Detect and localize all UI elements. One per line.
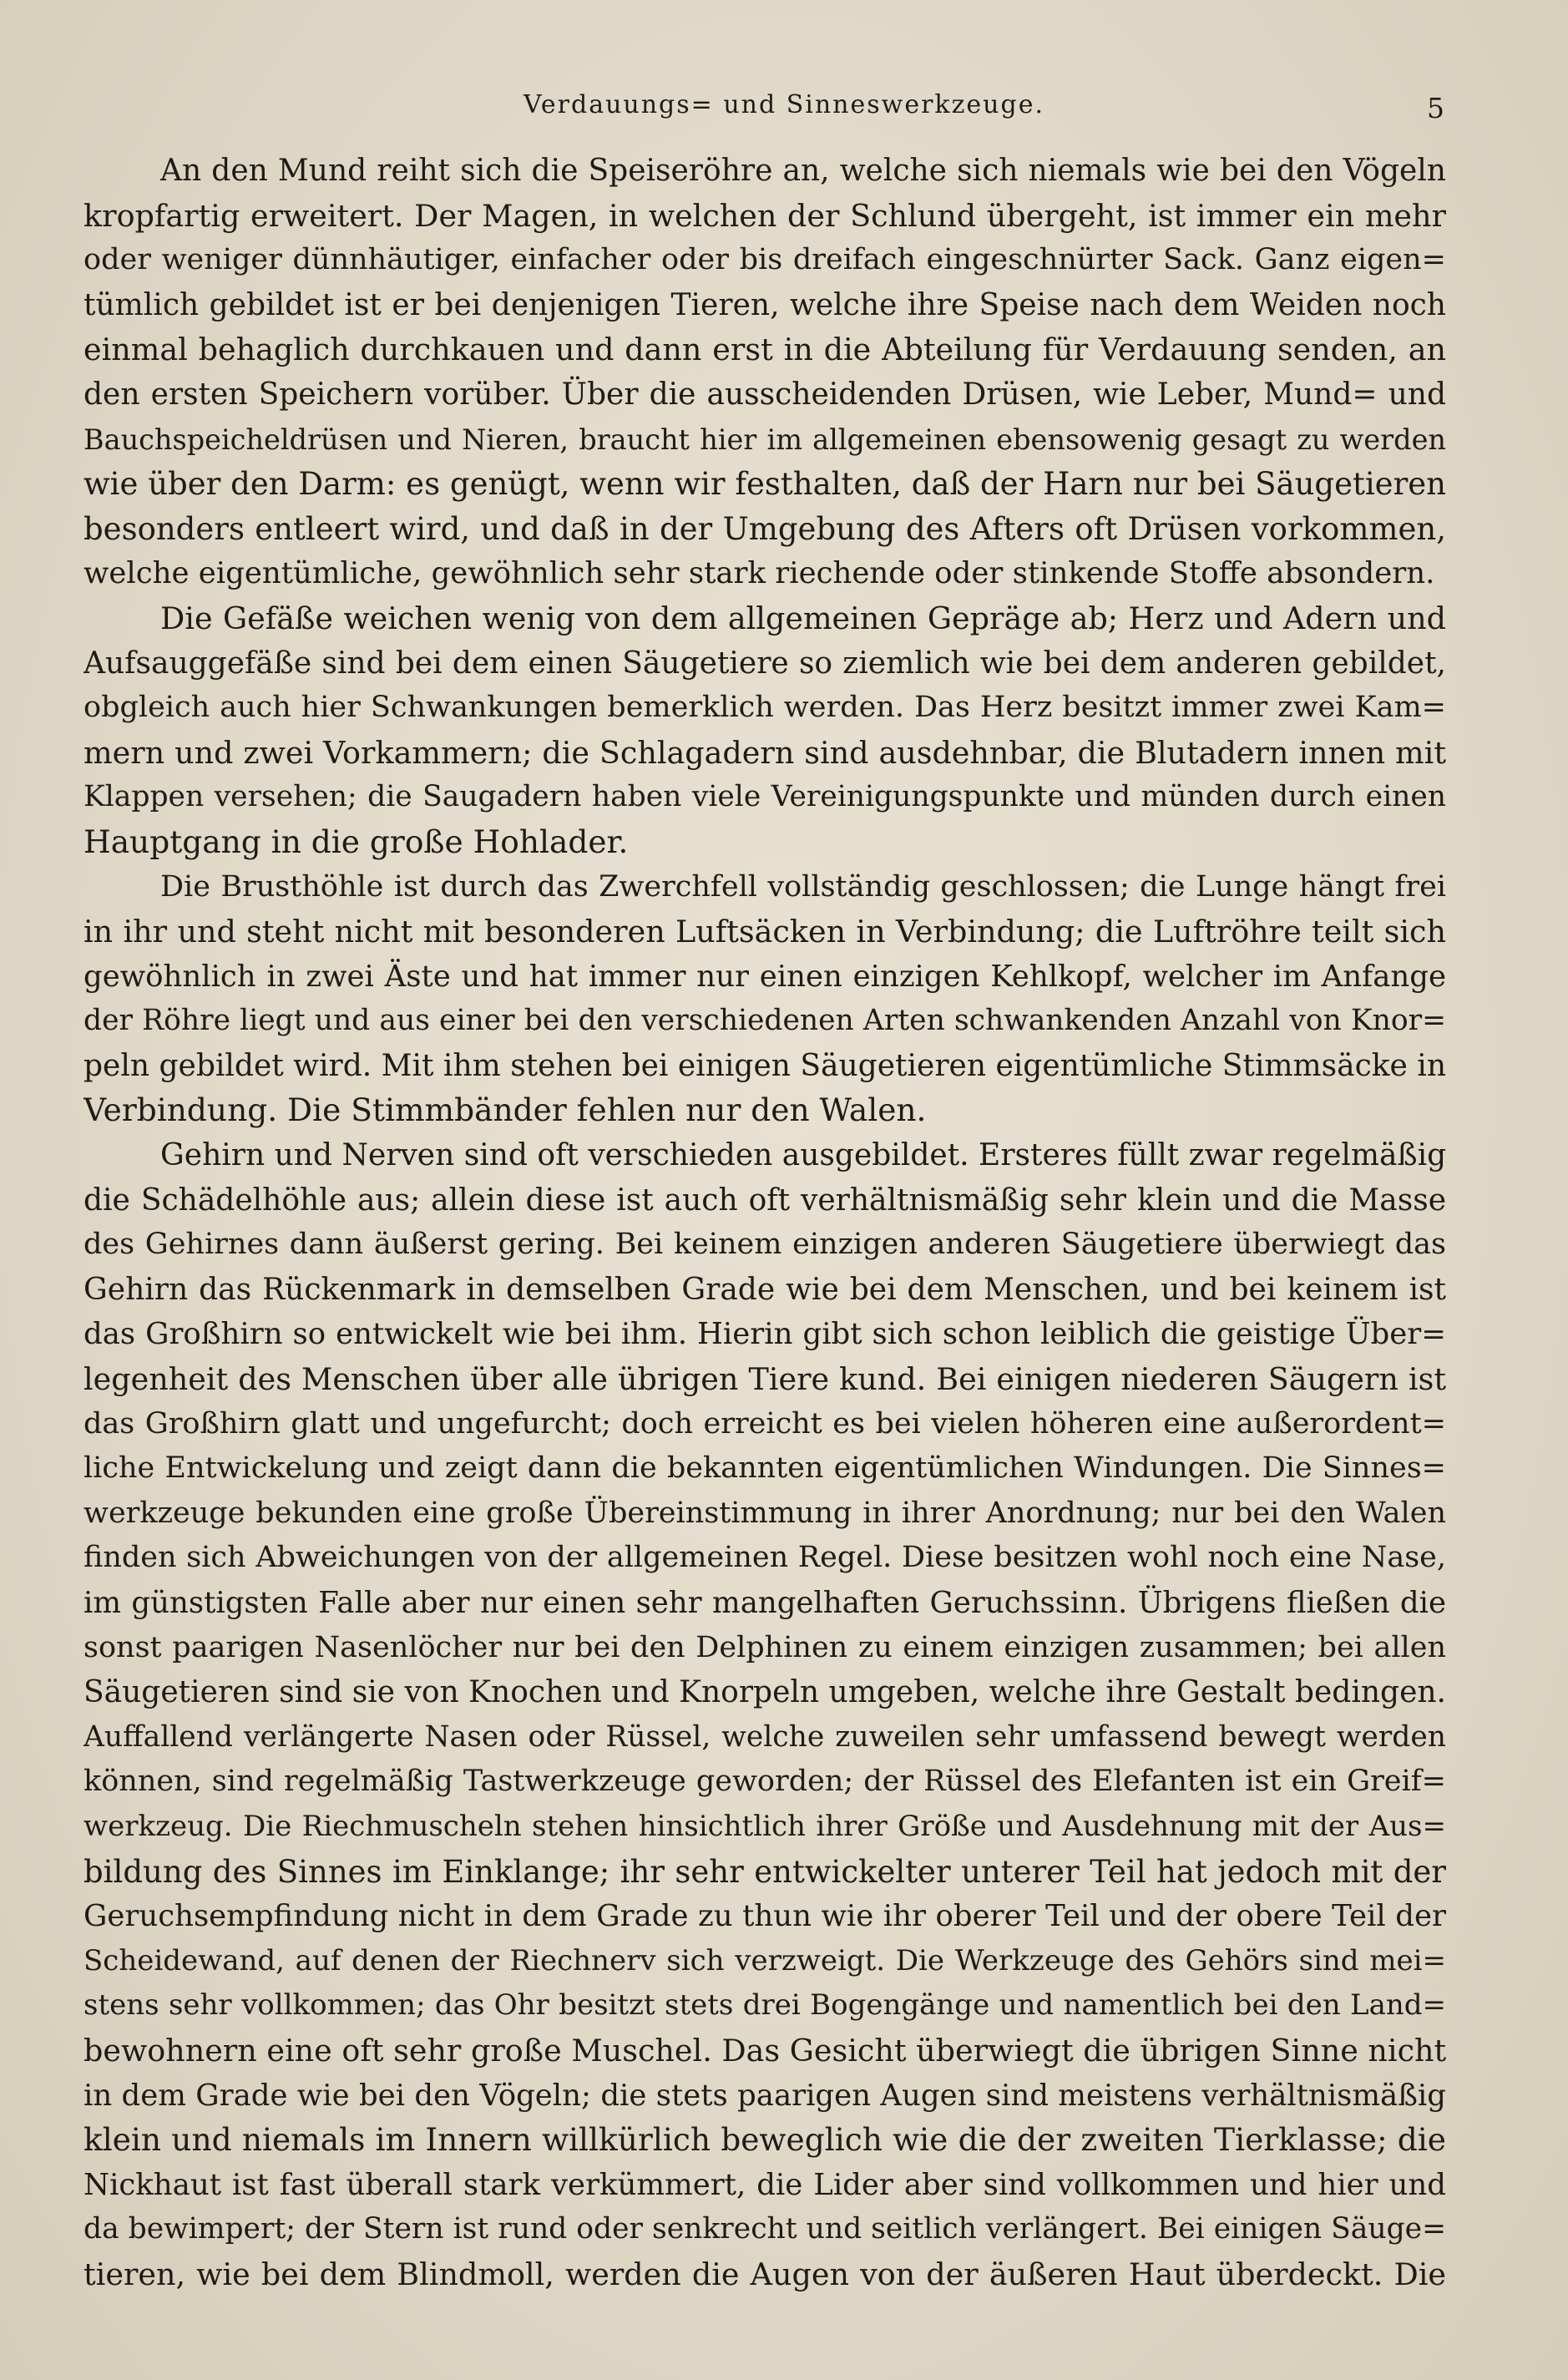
text-line: legenheit des Menschen über alle übrigen Tiere kund. Bei einigen niederen Säugern ist bbox=[83, 1361, 1446, 1398]
text-line: gewöhnlich in zwei Äste und hat immer nur einen einzigen Kehlkopf, welcher im Anfange bbox=[83, 959, 1446, 994]
text-line: des Gehirnes dann äußerst gering. Bei keinem einzigen anderen Säugetiere überwiegt das bbox=[83, 1228, 1446, 1262]
text-line: obgleich auch hier Schwankungen bemerklich werden. Das Herz besitzt immer zwei Kam= bbox=[83, 691, 1446, 725]
text-line: in dem Grade wie bei den Vögeln; die stets paarigen Augen sind meistens verhältnismäßig bbox=[83, 2078, 1446, 2113]
text-line: das Großhirn glatt und ungefurcht; doch erreicht es bei vielen höheren eine außerordent= bbox=[83, 1406, 1446, 1441]
paragraph-digestion bbox=[83, 149, 1446, 596]
text-line: welche eigentümliche, gewöhnlich sehr stark riechende oder stinkende Stoffe absondern. bbox=[83, 556, 1435, 591]
text-line: da bewimpert; der Stern ist rund oder senkrecht und seitlich verlängert. Bei einigen Säuge= bbox=[83, 2212, 1446, 2246]
text-line: peln gebildet wird. Mit ihm stehen bei einigen Säugetieren eigentümliche Stimmsäcke in bbox=[83, 1048, 1446, 1083]
text-line: im günstigsten Falle aber nur einen sehr mangelhaften Geruchssinn. Übrigens fließen die bbox=[83, 1586, 1446, 1620]
text-line: Hauptgang in die große Hohlader. bbox=[83, 823, 629, 860]
text-line: besonders entleert wird, und daß in der Umgebung des Afters oft Drüsen vorkommen, bbox=[83, 510, 1446, 547]
text-line: liche Entwickelung und zeigt dann die bekannten eigentümlichen Windungen. Die Sinnes= bbox=[83, 1451, 1446, 1486]
text-line: das Großhirn so entwickelt wie bei ihm. Hierin gibt sich schon leiblich die geistige Über= bbox=[83, 1317, 1446, 1352]
text-line: Die Brusthöhle ist durch das Zwerchfell vollständig geschlossen; die Lunge hängt frei bbox=[160, 869, 1446, 904]
page-number: 5 bbox=[1427, 92, 1444, 124]
text-line: Nickhaut ist fast überall stark verkümmert, die Lider aber sind vollkommen und hier und bbox=[83, 2167, 1446, 2202]
text-line: An den Mund reiht sich die Speiseröhre an, welche sich niemals wie bei den Vögeln bbox=[160, 154, 1446, 188]
text-line: den ersten Speichern vorüber. Über die ausscheidenden Drüsen, wie Leber, Mund= und bbox=[83, 377, 1446, 412]
text-line: tümlich gebildet ist er bei denjenigen Tieren, welche ihre Speise nach dem Weiden noch bbox=[83, 287, 1446, 322]
text-line: finden sich Abweichungen von der allgemeinen Regel. Diese besitzen wohl noch eine Nase, bbox=[83, 1541, 1446, 1575]
text-line: Geruchsempfindung nicht in dem Grade zu thun wie ihr oberer Teil und der obere Teil der bbox=[83, 1899, 1446, 1934]
text-line: Säugetieren sind sie von Knochen und Knorpeln umgeben, welche ihre Gestalt bedingen. bbox=[83, 1675, 1446, 1710]
text-line: Klappen versehen; die Saugadern haben viele Vereinigungspunkte und münden durch einen bbox=[83, 780, 1446, 814]
text-line: werkzeuge bekunden eine große Übereinstimmung in ihrer Anordnung; nur bei den Walen bbox=[83, 1496, 1446, 1530]
text-line: Die Gefäße weichen wenig von dem allgemeinen Gepräge ab; Herz und Adern und bbox=[160, 600, 1446, 636]
paragraph-vessels bbox=[83, 596, 1446, 865]
text-line: werkzeug. Die Riechmuscheln stehen hinsichtlich ihrer Größe und Ausdehnung mit der Aus= bbox=[83, 1809, 1446, 1843]
text-line: kropfartig erweitert. Der Magen, in welchen der Schlund übergeht, ist immer ein mehr bbox=[83, 197, 1446, 234]
text-line: klein und niemals im Innern willkürlich beweglich wie die der zweiten Tierklasse; die bbox=[83, 2121, 1446, 2159]
text-line: wie über den Darm: es genügt, wenn wir festhalten, daß der Harn nur bei Säugetieren bbox=[83, 466, 1446, 503]
text-line: Gehirn und Nerven sind oft verschieden ausgebildet. Ersteres füllt zwar regelmäßig bbox=[160, 1138, 1446, 1173]
text-line: die Schädelhöhle aus; allein diese ist auch oft verhältnismäßig sehr klein und die Masse bbox=[83, 1182, 1446, 1218]
text-line: Scheidewand, auf denen der Riechnerv sich verzweigt. Die Werkzeuge des Gehörs sind mei= bbox=[83, 1943, 1446, 1977]
text-line: einmal behaglich durchkauen und dann erst in die Abteilung für Verdauung senden, an bbox=[83, 332, 1446, 368]
text-line: mern und zwei Vorkammern; die Schlagadern sind ausdehnbar, die Blutadern innen mit bbox=[83, 734, 1446, 771]
text-line: tieren, wie bei dem Blindmoll, werden die Augen von der äußeren Haut überdeckt. Die bbox=[83, 2256, 1446, 2292]
text-line: Bauchspeicheldrüsen und Nieren, braucht hier im allgemeinen ebensowenig gesagt zu werden bbox=[83, 423, 1446, 456]
text-line: sonst paarigen Nasenlöcher nur bei den Delphinen zu einem einzigen zusammen; bei allen bbox=[83, 1630, 1446, 1664]
text-line: bewohnern eine oft sehr große Muschel. Das Gesicht überwiegt die übrigen Sinne nicht bbox=[83, 2032, 1446, 2069]
text-line: Verbindung. Die Stimmbänder fehlen nur den Walen. bbox=[83, 1091, 927, 1129]
text-line: bildung des Sinnes im Einklange; ihr sehr entwickelter unterer Teil hat jedoch mit der bbox=[83, 1853, 1446, 1890]
text-line: stens sehr vollkommen; das Ohr besitzt stets drei Bogengänge und namentlich bei den Land= bbox=[83, 1988, 1446, 2023]
paragraph-nerves-senses bbox=[83, 1133, 1446, 2296]
text-line: in ihr und steht nicht mit besonderen Luftsäcken in Verbindung; die Luftröhre teilt sich bbox=[83, 914, 1446, 950]
running-head: Verdauungs= und Sinneswerkzeuge. bbox=[524, 90, 1044, 119]
text-line: können, sind regelmäßig Tastwerkzeuge geworden; der Rüssel des Elefanten ist ein Greif= bbox=[83, 1765, 1446, 1799]
text-line: Aufsauggefäße sind bei dem einen Säugetiere so ziemlich wie bei dem anderen gebildet, bbox=[83, 646, 1446, 681]
text-line: Auffallend verlängerte Nasen oder Rüssel, welche zuweilen sehr umfassend bewegt werden bbox=[83, 1719, 1446, 1754]
text-line: der Röhre liegt und aus einer bei den verschiedenen Arten schwankenden Anzahl von Knor= bbox=[83, 1004, 1446, 1038]
paragraph-respiration bbox=[83, 865, 1446, 1134]
body-text bbox=[83, 149, 1446, 2297]
text-line: Gehirn das Rückenmark in demselben Grade wie bei dem Menschen, und bei keinem ist bbox=[83, 1272, 1446, 1307]
text-line: oder weniger dünnhäutiger, einfacher oder bis dreifach eingeschnürter Sack. Ganz eigen= bbox=[83, 243, 1446, 277]
